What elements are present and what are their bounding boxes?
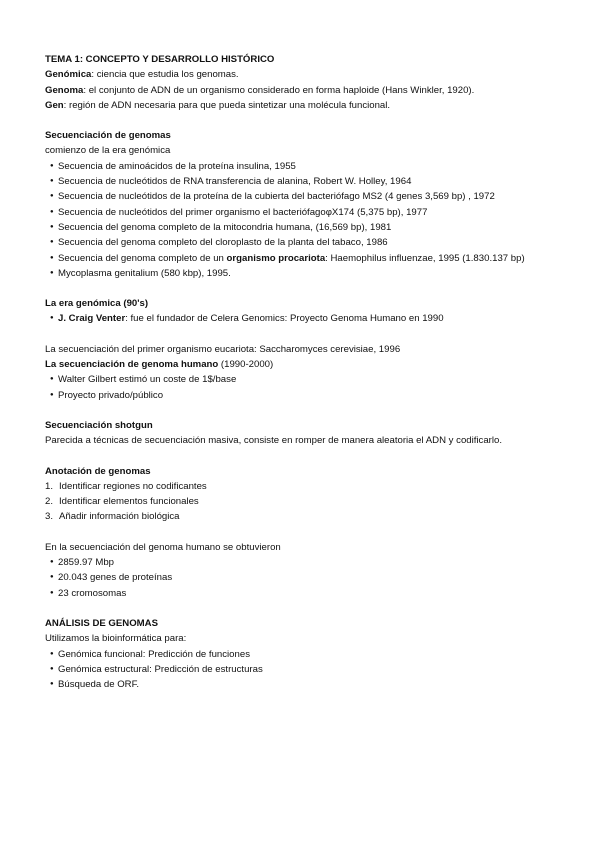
list-item: ● Walter Gilbert estimó un coste de 1$/base	[45, 372, 565, 387]
list-item: ● Mycoplasma genitalium (580 kbp), 1995.	[45, 266, 565, 281]
shotgun-text: Parecida a técnicas de secuenciación masiva, consiste en romper de manera aleatoria el ADN y codificarlo.	[45, 435, 503, 447]
eukaryote-line: La secuenciación del primer organismo eucariota: Saccharomyces cerevisiae, 1996	[45, 343, 401, 355]
list-item: ● Secuencia de aminoácidos de la proteína insulina, 1955	[45, 159, 565, 174]
section-heading-anotacion: Anotación de genomas	[45, 465, 151, 477]
list-item: ● Genómica estructural: Predicción de estructuras	[45, 662, 565, 677]
item-bold-text: organismo procariota	[226, 252, 326, 264]
definition-gen	[45, 98, 565, 113]
term: Genómica	[45, 69, 92, 81]
definition-text: : el conjunto de ADN de un organismo considerado en forma haploide (Hans Winkler, 1920).	[83, 84, 475, 96]
section-intro: comienzo de la era genómica	[45, 145, 171, 157]
definition-text: : región de ADN necesaria para que pueda sintetizar una molécula funcional.	[63, 99, 391, 111]
definition-text: : ciencia que estudia los genomas.	[91, 69, 239, 81]
sequencing-list	[45, 159, 565, 281]
list-item: ● 20.043 genes de proteínas	[45, 570, 565, 585]
list-item: ● Secuencia de nucleótidos de RNA transferencia de alanina, Robert W. Holley, 1964	[45, 174, 565, 189]
annotation-list	[45, 479, 565, 525]
item-number: 1.	[45, 480, 54, 492]
definition-genomica	[45, 67, 565, 82]
list-item	[45, 494, 565, 509]
era-list	[45, 311, 565, 326]
section-heading-secuenciacion: Secuenciación de genomas	[45, 130, 171, 142]
list-item: ● Genómica funcional: Predicción de funciones	[45, 647, 565, 662]
document-body	[45, 52, 565, 692]
analysis-list	[45, 647, 565, 693]
item-number: 2.	[45, 496, 54, 508]
list-item	[45, 311, 565, 326]
item-text: Secuencia del genoma completo de un	[58, 252, 227, 264]
definition-genoma	[45, 83, 565, 98]
section-heading-era: La era genómica (90's)	[45, 298, 149, 310]
list-item: ● Secuencia del genoma completo de la mitocondria humana, (16,569 bp), 1981	[45, 220, 565, 235]
heading-years: (1990-2000)	[218, 359, 274, 371]
item-number: 3.	[45, 511, 54, 523]
heading-text: La secuenciación de genoma humano	[45, 359, 219, 371]
analysis-intro: Utilizamos la bioinformática para:	[45, 633, 187, 645]
human-list	[45, 372, 565, 403]
section-heading-human	[45, 357, 565, 372]
list-item: ● Búsqueda de ORF.	[45, 677, 565, 692]
section-heading-shotgun: Secuenciación shotgun	[45, 419, 153, 431]
item-text: Añadir información biológica	[59, 511, 180, 523]
item-text: Identificar regiones no codificantes	[59, 480, 207, 492]
list-item	[45, 509, 565, 524]
list-item: ● Secuencia del genoma completo del cloroplasto de la planta del tabaco, 1986	[45, 235, 565, 250]
list-item: ● 2859.97 Mbp	[45, 555, 565, 570]
list-item: ● Proyecto privado/público	[45, 388, 565, 403]
list-item	[45, 479, 565, 494]
item-text: : Haemophilus influenzae, 1995 (1.830.137 bp)	[325, 252, 525, 264]
item-text: Identificar elementos funcionales	[59, 496, 199, 508]
doc-title: TEMA 1: CONCEPTO Y DESARROLLO HISTÓRICO	[45, 54, 275, 65]
list-item: ● Secuencia de nucleótidos de la proteína de la cubierta del bacteriófago MS2 (4 genes 3,569 bp) , 1972	[45, 189, 565, 204]
list-item: ● Secuencia de nucleótidos del primer organismo el bacteriófagoφX174 (5,375 bp), 1977	[45, 205, 565, 220]
results-list	[45, 555, 565, 601]
term: Genoma	[45, 84, 84, 96]
list-item	[45, 251, 565, 266]
term: Gen	[45, 99, 64, 111]
item-bold-text: J. Craig Venter	[58, 313, 126, 325]
list-item: ● 23 cromosomas	[45, 586, 565, 601]
section-heading-analisis: ANÁLISIS DE GENOMAS	[45, 617, 159, 629]
results-intro: En la secuenciación del genoma humano se obtuvieron	[45, 541, 281, 553]
item-text: : fue el fundador de Celera Genomics: Proyecto Genoma Humano en 1990	[125, 313, 444, 325]
